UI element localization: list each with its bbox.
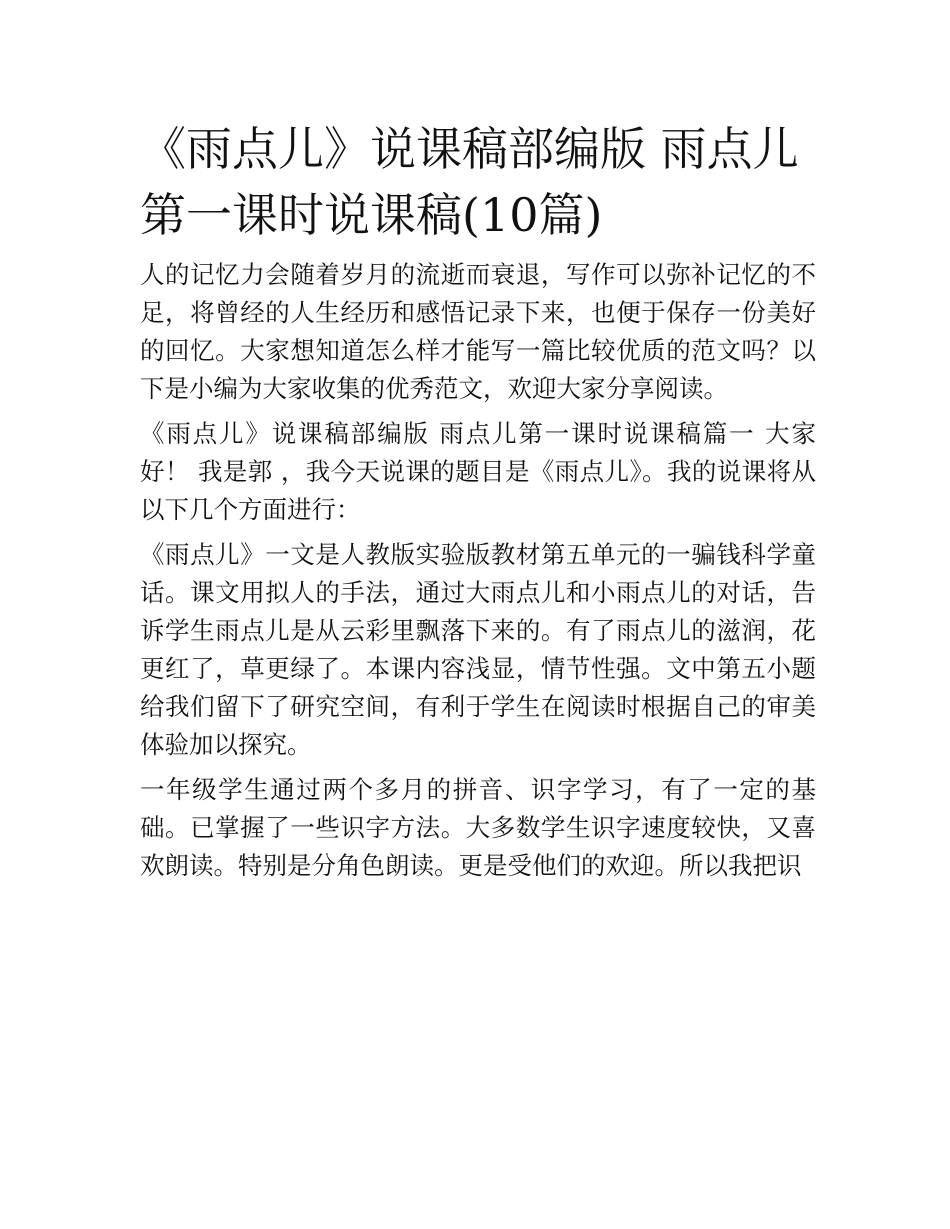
document-title: 《雨点儿》说课稿部编版 雨点儿第一课时说课稿(10篇): [140, 122, 799, 242]
paragraph-student-analysis: 一年级学生通过两个多月的拼音、识字学习，有了一定的基础。已掌握了一些识字方法。大多数学生识字速度较快，又喜欢朗读。特别是分角色朗读。更是受他们的欢迎。所以我把识: [140, 775, 816, 880]
paragraph-greeting: 《雨点儿》说课稿部编版 雨点儿第一课时说课稿篇一 大家好！ 我是郭 ，我今天说课的题目是《雨点儿》。我的说课将从以下几个方面进行：: [140, 419, 816, 524]
paragraph-textbook-analysis: 《雨点儿》一文是人教版实验版教材第五单元的一骗钱科学童话。课文用拟人的手法，通过大雨点儿和小雨点儿的对话，告诉学生雨点儿是从云彩里飘落下来的。有了雨点儿的滋润，花更红了，草更绿了。本课内容浅显，情节性强。文中第五小题给我们留下了研究空间，有利于学生在阅读时根据自己的审美体验加以探究。: [140, 540, 816, 759]
paragraph-intro: 人的记忆力会随着岁月的流逝而衰退，写作可以弥补记忆的不足，将曾经的人生经历和感悟记录下来，也便于保存一份美好的回忆。大家想知道怎么样才能写一篇比较优质的范文吗？以下是小编为大家收集的优秀范文，欢迎大家分享阅读。: [140, 260, 816, 403]
document-page: [140, 116, 816, 892]
